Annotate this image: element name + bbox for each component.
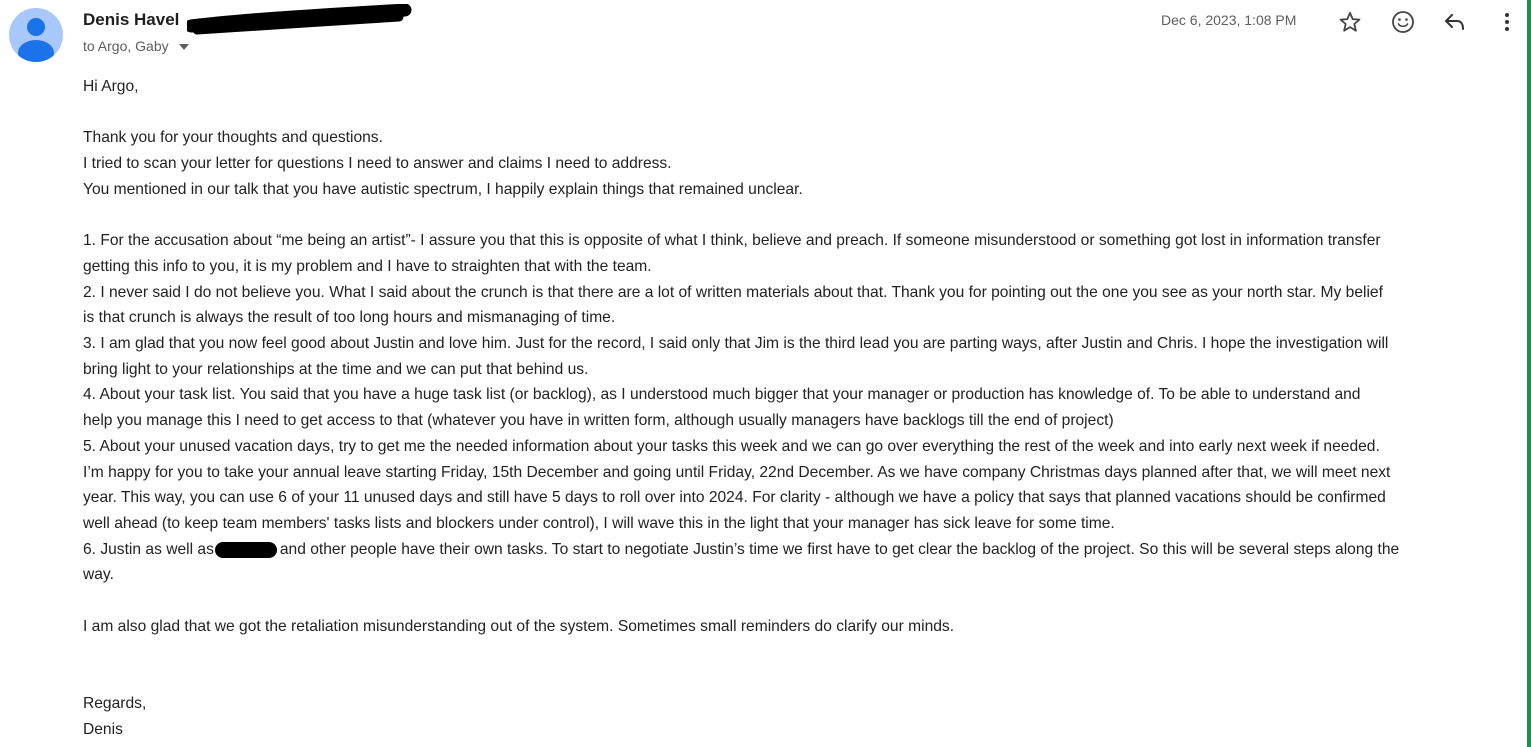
point-line: 4. About your task list. You said that you have a huge task list (or backlog), as I understood much bigger that your manager or production has knowledge of. To be able to understand and [83, 386, 1361, 404]
point-line: is that crunch is always the result of too long hours and mismanaging of time. [83, 309, 616, 327]
point-line: 3. I am glad that you now feel good about Justin and love him. Just for the record, I said only that Jim is the third lead you are parting ways, after Justin and Chris. I hope the investigation will [83, 335, 1389, 352]
point-line: 5. About your unused vacation days, try to get me the needed information about your tasks this week and we can go over everything the rest of the week and into early next week if needed. [83, 437, 1380, 455]
more-vert-icon [1494, 9, 1520, 35]
intro-line: Thank you for your thoughts and questions. [83, 129, 383, 147]
point-line: 2. I never said I do not believe you. What I said about the crunch is that there are a lot of written materials about that. Thank you for pointing out the one you see as your north star. My belief [83, 283, 1383, 301]
email-body [83, 74, 1523, 742]
point-line: year. This way, you can use 6 of your 11 unused days and still have 5 days to roll over into 2024. For clarity - although we have a policy that says that planned vacations should be confirmed [83, 489, 1386, 507]
window-edge [1527, 0, 1531, 747]
more-options-button[interactable] [1493, 8, 1521, 36]
reply-button[interactable] [1441, 8, 1469, 36]
redaction-mark [214, 540, 278, 560]
sender-line [83, 10, 179, 32]
sender-name[interactable]: Denis Havel [83, 10, 180, 29]
star-icon [1338, 10, 1362, 34]
point-line: way. [83, 566, 114, 584]
reply-icon [1442, 9, 1468, 35]
point-6-start: 6. Justin as well as [83, 540, 214, 558]
point-6-rest: and other people have their own tasks. To start to negotiate Justin’s time we first have to get clear the backlog of the project. So this will be several steps along the [279, 540, 1400, 558]
point-line: help you manage this I need to get access to that (whatever you have in written form, although usually managers have backlogs till the end of project) [83, 412, 1114, 430]
closing-note: I am also glad that we got the retaliation misunderstanding out of the system. Sometimes small reminders do clarify our minds. [83, 617, 955, 635]
star-button[interactable] [1336, 8, 1364, 36]
point-6-line [83, 537, 1523, 563]
point-line: 1. For the accusation about “me being an artist”- I assure you that this is opposite of what I think, believe and preach. If someone misunderstood or something got lost in information transfer [83, 232, 1381, 250]
intro-line: I tried to scan your letter for questions I need to answer and claims I need to address. [83, 155, 672, 173]
signature: Denis [83, 720, 123, 738]
greeting: Hi Argo, [83, 78, 139, 95]
point-line: bring light to your relationships at the time and we can put that behind us. [83, 360, 589, 378]
redaction-mark [187, 4, 412, 38]
recipients-label: to Argo, Gaby [83, 38, 169, 54]
point-line: getting this info to you, it is my problem and I have to straighten that with the team. [83, 257, 652, 275]
email-date: Dec 6, 2023, 1:08 PM [1161, 12, 1297, 28]
intro-line: You mentioned in our talk that you have autistic spectrum, I happily explain things that remained unclear. [83, 180, 803, 198]
person-avatar-icon [9, 8, 63, 62]
emoji-icon [1390, 9, 1416, 35]
sign-off: Regards, [83, 694, 147, 712]
point-line: I’m happy for you to take your annual leave starting Friday, 15th December and going until Friday, 22nd December. As we have company Christmas days planned after that, we will meet next [83, 463, 1391, 481]
add-reaction-button[interactable] [1389, 8, 1417, 36]
caret-down-icon [177, 42, 191, 52]
point-line: well ahead (to keep team members' tasks lists and blockers under control), I will wave this in the light that your manager has sick leave for some time. [83, 514, 1115, 532]
sender-avatar[interactable] [9, 8, 63, 62]
recipients-toggle[interactable] [83, 38, 191, 54]
